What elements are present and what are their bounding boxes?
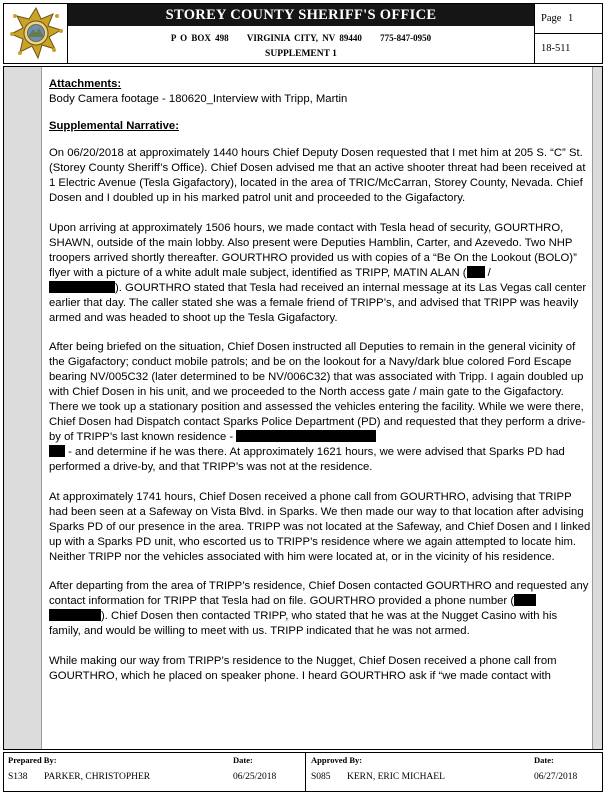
paragraph-2 [49,221,591,326]
page-box [534,4,602,63]
redaction-box [49,609,101,621]
page-number: 1 [568,13,574,24]
case-number: 18-511 [541,43,571,54]
prepared-date-label: Date: [233,755,253,765]
approved-date: 06/27/2018 [534,772,578,782]
paragraph-2-part-a: Upon arriving at approximately 1506 hours, we made contact with Tesla head of security, GOURTHRO, SHAWN, outside of the main lobby. Also present were Deputies Hamblin, Carter, and Azevedo. Two NHP troopers arrived shortly thereafter. GOURTHRO provided us with copies of a “Be On the Lookout (BOLO)” flyer with a picture of a white adult male subject, identified as TRIPP, MATIN ALAN ( [49,221,577,279]
attachments-text: Body Camera footage - 180620_Interview with Tripp, Martin [49,93,348,105]
redaction-box [49,445,65,457]
paragraph-5-part-b: ). Chief Dosen then contacted TRIPP, who stated that he was at the Nugget Casino with his family, and would be willing to meet with us. TRIPP indicated that he was not armed. [49,610,558,638]
redaction-box [514,594,536,606]
paragraph-2-part-b: / [484,266,491,279]
badge-cell [4,4,68,63]
paragraph-2-part-c: ). GOURTHRO stated that Tesla had received an internal message at its Las Vegas call center earlier that day. The caller stated she was a female friend of TRIPP’s, and advised that TRIPP was heavily armed and was headed to shoot up the Tesla Gigafactory. [49,281,587,324]
narrative-heading: Supplemental Narrative: [49,120,179,132]
prepared-name: PARKER, CHRISTOPHER [44,772,151,782]
approved-date-label: Date: [534,755,554,765]
prepared-id: S138 [8,772,28,782]
paragraph-1: On 06/20/2018 at approximately 1440 hours Chief Deputy Dosen requested that I met him at 205 S. “C” St. (Storey County Sheriff’s Office). Chief Dosen advised me that an active shooter threat had been received at 1 Electric Avenue (Tesla Gigafactory), located in the area of TRIC/McCarran, Storey County, Nevada. Chief Dosen and I doubled up in his marked patrol unit and proceeded to the Gigafactory. [49,147,586,204]
approved-name: KERN, ERIC MICHAEL [347,772,445,782]
agency-title: STOREY COUNTY SHERIFF'S OFFICE [68,4,534,26]
paragraph-4: At approximately 1741 hours, Chief Dosen received a phone call from GOURTHRO, advising that TRIPP had been seen at a Safeway on Vista Blvd. in Sparks. We then made our way to that location after advising Sparks PD of our presence in the area. TRIPP was not located at the Safeway, and Chief Dosen and I linked up with a Sparks PD unit, who escorted us to TRIPP’s residence where we again attempted to locate him. Neither TRIPP nor the vehicles associated with him were located at, or in the vicinity of his residence. [49,490,591,563]
page-indicator [535,4,602,34]
attachments-heading: Attachments: [49,78,122,90]
approved-id: S085 [311,772,331,782]
paragraph-3-part-b: - and determine if he was there. At approximately 1621 hours, we were advised that Sparks PD had performed a drive-by, and that TRIPP’s was not at the residence. [49,446,565,474]
approved-by-label: Approved By: [311,755,363,765]
agency-address [68,33,534,43]
report-header [3,3,603,64]
sheriff-star-badge-icon [8,6,64,61]
paragraph-5-part-a: After departing from the area of TRIPP’s residence, Chief Dosen contacted GOURTHRO and requested any contact information for TRIPP that Tesla had on file. GOURTHRO provided a phone number ( [49,580,589,608]
right-margin-bar [592,67,602,749]
prepared-by-label: Prepared By: [8,755,57,765]
page-label: Page [541,13,562,24]
footer-divider [305,753,306,791]
report-body [3,66,603,750]
left-margin-bar [4,67,42,749]
redaction-box [467,266,485,278]
phone: 775-847-0950 [380,33,432,43]
narrative-text [49,77,591,699]
prepared-date: 06/25/2018 [233,772,277,782]
paragraph-5 [49,579,591,639]
paragraph-3-part-a: After being briefed on the situation, Chief Dosen instructed all Deputies to remain in the general vicinity of the Gigafactory; conduct mobile patrols; and be on the lookout for a Navy/dark blue colored Ford Escape bearing NV/005C32 (later determined to be NV/006C32) that was associated with Tripp. I again doubled up with Chief Dosen in his unit, and we proceeded to the North access gate / main gate to the Gigafactory. There we took up a stationary position and assessed the vehicles entering the facility. While we were there, Chief Dosen had Dispatch contact Sparks Police Department (PD) and requested that they perform a drive-by of TRIPP’s last known residence - [49,341,586,444]
city: VIRGINIA CITY, NV 89440 [246,33,362,43]
redaction-box [49,281,115,293]
paragraph-3 [49,340,591,475]
po-box: P O BOX 498 [170,33,229,43]
redaction-box [236,430,376,442]
report-footer [3,752,603,792]
paragraph-6: While making our way from TRIPP’s residence to the Nugget, Chief Dosen received a phone call from GOURTHRO, which he placed on speaker phone. I heard GOURTHRO ask if “we made contact with [49,654,557,682]
supplement-label: SUPPLEMENT 1 [265,49,337,59]
